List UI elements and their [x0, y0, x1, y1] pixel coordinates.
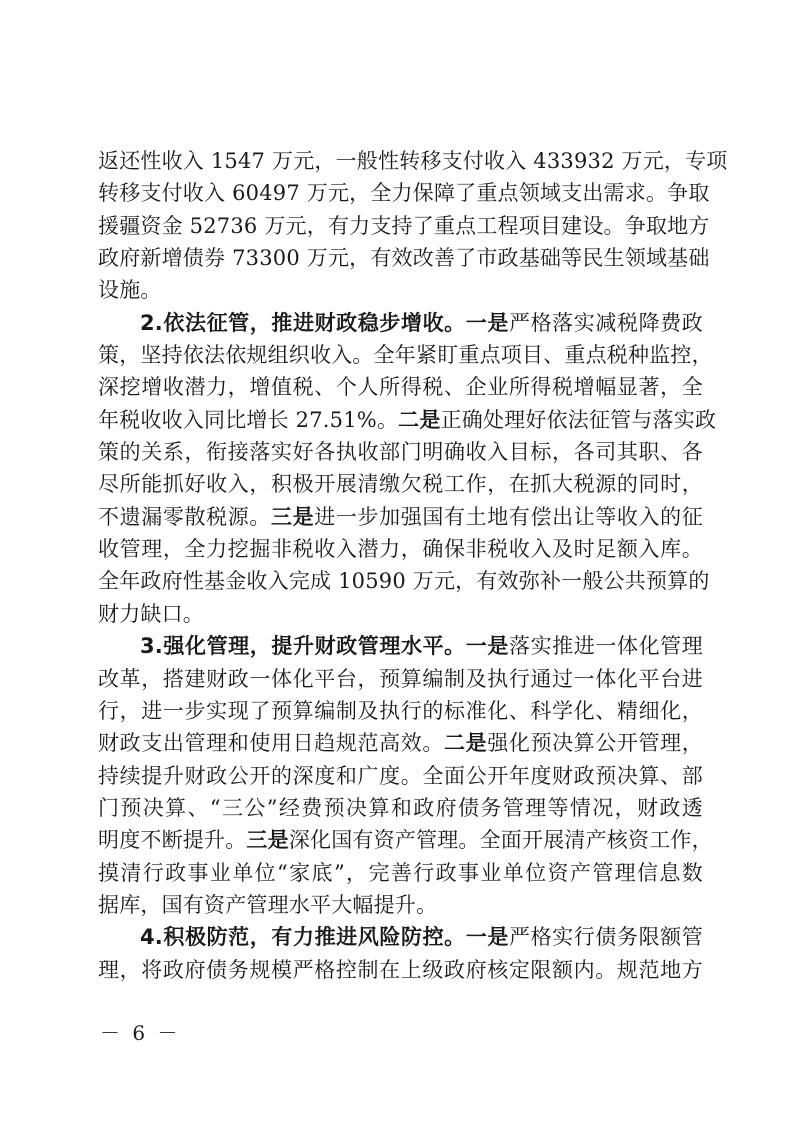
- text-segment: 财力缺口。: [98, 601, 204, 626]
- text-segment: 进一步加强国有土地有偿出让等收入的征: [314, 504, 703, 529]
- text-segment: 尽所能抓好收入，积极开展清缴欠税工作，在抓大税源的同时，: [98, 472, 703, 497]
- text-segment: 正确处理好依法征管与落实政: [440, 407, 717, 432]
- bold-text-segment: 三是: [246, 828, 289, 853]
- text-segment: 摸清行政事业单位“家底”，完善行政事业单位资产管理信息数: [98, 860, 703, 885]
- bold-text-segment: 3.强化管理，提升财政管理水平。: [140, 634, 466, 659]
- bold-text-segment: 一是: [465, 925, 509, 950]
- bold-text-segment: 2.依法征管，推进财政稳步增收。: [140, 310, 466, 335]
- text-line: [98, 145, 728, 177]
- text-line: [98, 371, 703, 403]
- text-segment: 设施。: [98, 278, 162, 303]
- text-line: [98, 210, 710, 242]
- text-line: [98, 921, 703, 953]
- bold-text-segment: 4.积极防范，有力推进风险防控。: [140, 925, 466, 950]
- text-line: [98, 598, 703, 630]
- text-segment: 明度不断提升。: [98, 828, 247, 853]
- text-line: [98, 242, 710, 274]
- text-line: [98, 339, 713, 371]
- text-segment: 持续提升财政公开的深度和广度。全面公开年度财政预决算、部: [98, 763, 703, 788]
- text-line: [98, 274, 703, 306]
- body-text: [98, 145, 728, 986]
- text-segment: 策，坚持依法依规组织收入。全年紧盯重点项目、重点税种监控，: [98, 343, 713, 368]
- text-line: [98, 436, 703, 468]
- text-line: [98, 695, 703, 727]
- text-segment: 严格实行债务限额管: [508, 925, 703, 950]
- bold-text-segment: 三是: [270, 504, 315, 529]
- text-line: [98, 468, 703, 500]
- text-line: [98, 857, 703, 889]
- page-number: － 6 －: [100, 1021, 181, 1045]
- bold-text-segment: 二是: [443, 731, 488, 756]
- text-segment: 行，进一步实现了预算编制及执行的标准化、科学化、精细化，: [98, 698, 703, 723]
- text-line: [98, 307, 703, 339]
- text-segment: 强化预决算公开管理，: [487, 731, 703, 756]
- text-segment: 深挖增收潜力，增值税、个人所得税、企业所得税增幅显著，全: [98, 375, 703, 400]
- text-segment: 据库，国有资产管理水平大幅提升。: [98, 892, 438, 917]
- bold-text-segment: 一是: [465, 634, 509, 659]
- text-segment: 政府新增债券 73300 万元，有效改善了市政基础等民生领域基础: [98, 246, 710, 271]
- text-segment: 全年政府性基金收入完成 10590 万元，有效弥补一般公共预算的: [98, 569, 710, 594]
- text-line: [98, 727, 703, 759]
- text-segment: 收管理，全力挖掘非税收入潜力，确保非税收入及时足额入库。: [98, 537, 703, 562]
- text-segment: 改革，搭建财政一体化平台，预算编制及执行通过一体化平台进: [98, 666, 703, 691]
- text-line: [98, 404, 717, 436]
- text-segment: 援疆资金 52736 万元，有力支持了重点工程项目建设。争取地方: [98, 213, 710, 238]
- text-segment: 转移支付收入 60497 万元，全力保障了重点领域支出需求。争取: [98, 181, 710, 206]
- text-line: [98, 663, 703, 695]
- text-segment: 门预决算、“三公”经费预决算和政府债务管理等情况，财政透: [98, 795, 703, 820]
- bold-text-segment: 二是: [398, 407, 441, 432]
- text-line: [98, 824, 713, 856]
- text-segment: 深化国有资产管理。全面开展清产核资工作，: [288, 828, 713, 853]
- text-line: [98, 954, 703, 986]
- bold-text-segment: 一是: [465, 310, 509, 335]
- text-segment: 策的关系，衔接落实好各执收部门明确收入目标，各司其职、各: [98, 440, 703, 465]
- text-line: [98, 792, 703, 824]
- text-segment: 返还性收入 1547 万元，一般性转移支付收入 433932 万元，专项: [98, 149, 728, 173]
- text-segment: 落实推进一体化管理: [508, 634, 703, 659]
- text-line: [98, 630, 703, 662]
- text-segment: 严格落实减税降费政: [508, 310, 703, 335]
- text-line: [98, 565, 710, 597]
- text-segment: 理，将政府债务规模严格控制在上级政府核定限额内。规范地方: [98, 957, 703, 982]
- text-line: [98, 533, 703, 565]
- text-line: [98, 177, 710, 209]
- text-segment: 不遗漏零散税源。: [98, 504, 271, 529]
- text-segment: 财政支出管理和使用日趋规范高效。: [98, 731, 444, 756]
- text-line: [98, 760, 703, 792]
- text-line: [98, 501, 703, 533]
- text-segment: 年税收收入同比增长 27.51%。: [98, 407, 399, 432]
- text-line: [98, 889, 703, 921]
